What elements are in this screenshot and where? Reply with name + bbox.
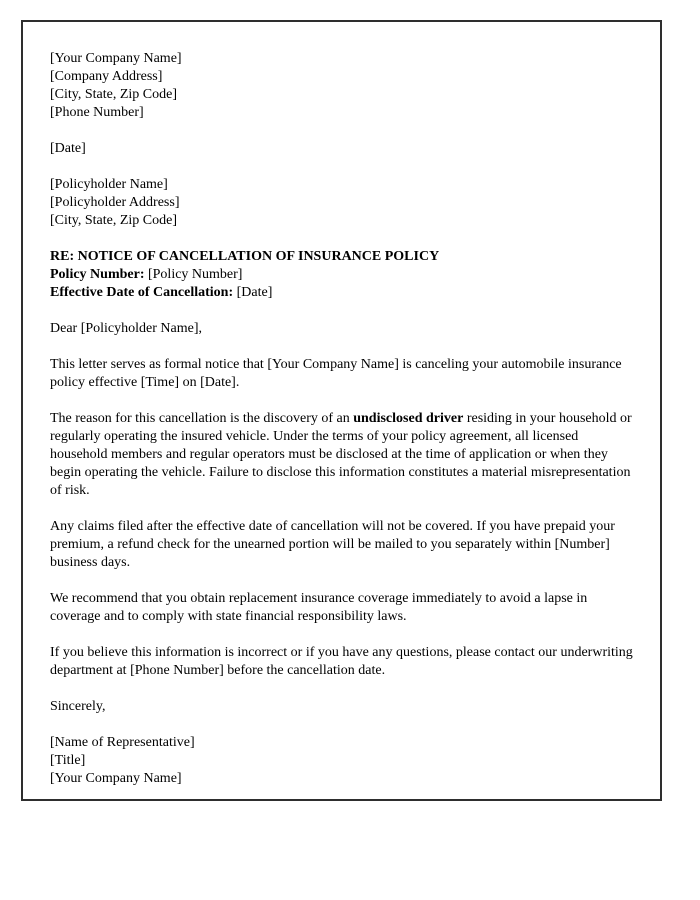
representative-name: [Name of Representative]	[50, 735, 195, 750]
representative-title: [Title]	[50, 753, 86, 768]
sender-company-address: [Company Address]	[50, 69, 163, 84]
closing: Sincerely,	[50, 699, 106, 714]
subject-re-line: RE: NOTICE OF CANCELLATION OF INSURANCE POLICY	[50, 249, 440, 264]
sender-address-block	[50, 50, 633, 122]
signature-company-name: [Your Company Name]	[50, 771, 182, 786]
sender-city-state-zip: [City, State, Zip Code]	[50, 87, 178, 102]
recipient-address-block	[50, 176, 633, 230]
paragraph-claims-refund: Any claims filed after the effective date of cancellation will not be covered. If you have prepaid your premium, a refund check for the unearned portion will be mailed to you separately within [Number] business days.	[50, 519, 615, 570]
recipient-address: [Policyholder Address]	[50, 195, 180, 210]
recipient-city-state-zip: [City, State, Zip Code]	[50, 213, 178, 228]
paragraph-reason-start: The reason for this cancellation is the discovery of an	[50, 411, 354, 426]
subject-block	[50, 248, 633, 302]
paragraph-notice: This letter serves as formal notice that [Your Company Name] is canceling your automobile insurance policy effective [Time] on [Date].	[50, 357, 622, 390]
effective-date-value: [Date]	[233, 285, 273, 300]
letter-document	[21, 20, 662, 801]
effective-date-label: Effective Date of Cancellation:	[50, 285, 234, 300]
paragraph-recommendation: We recommend that you obtain replacement insurance coverage immediately to avoid a lapse in coverage and to comply with state financial responsibility laws.	[50, 591, 588, 624]
policy-number-label: Policy Number:	[50, 267, 145, 282]
recipient-name: [Policyholder Name]	[50, 177, 168, 192]
date-line: [Date]	[50, 141, 86, 156]
sender-company-name: [Your Company Name]	[50, 51, 182, 66]
date-block	[50, 140, 633, 158]
paragraph-reason	[50, 410, 633, 500]
policy-number-line	[50, 266, 633, 284]
paragraph-reason-end: residing in your household or regularly operating the insured vehicle. Under the terms of your policy agreement, all licensed household members and regular operators must be disclosed at the time of application or when they begin operating the vehicle. Failure to disclose this information constitutes a material misrepresentation of risk.	[50, 411, 632, 498]
signature-block	[50, 734, 633, 788]
salutation: Dear [Policyholder Name],	[50, 321, 202, 336]
sender-phone-number: [Phone Number]	[50, 105, 144, 120]
undisclosed-driver-emphasis: undisclosed driver	[353, 411, 464, 426]
paragraph-contact: If you believe this information is incorrect or if you have any questions, please contact our underwriting department at [Phone Number] before the cancellation date.	[50, 645, 633, 678]
policy-number-value: [Policy Number]	[144, 267, 243, 282]
letter-body	[50, 50, 633, 788]
effective-date-line	[50, 284, 633, 302]
